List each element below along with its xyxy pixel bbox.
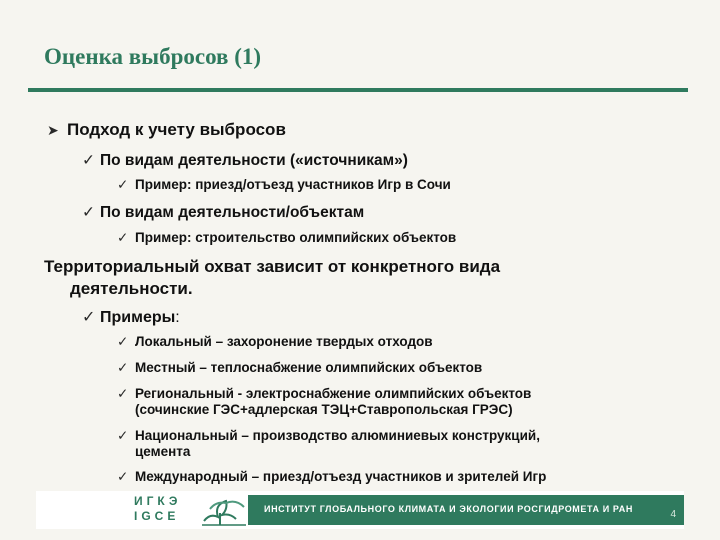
checkmark-icon: ✓: [117, 334, 129, 349]
logo-text-ru: ИГКЭ: [134, 494, 182, 508]
checkmark-icon: ✓: [82, 309, 96, 326]
checkmark-icon: ✓: [117, 386, 129, 401]
bullet-by-object-example: [117, 230, 456, 246]
title-divider: [28, 88, 688, 92]
institute-name: ИНСТИТУТ ГЛОБАЛЬНОГО КЛИМАТА И ЭКОЛОГИИ РОСГИДРОМЕТА И РАН: [264, 504, 633, 514]
territorial-paragraph: [44, 256, 500, 300]
example-international: [117, 469, 546, 485]
paragraph-line: Территориальный охват зависит от конкретного вида: [44, 257, 501, 276]
checkmark-icon: ✓: [117, 469, 129, 484]
example-text: Международный – приезд/отъезд участников и зрителей Игр: [135, 469, 547, 484]
example-national: [117, 428, 540, 460]
checkmark-icon: ✓: [82, 204, 95, 221]
example-text: Местный – теплоснабжение олимпийских объектов: [135, 360, 483, 375]
bullet-by-object: [82, 203, 364, 222]
paragraph-line: деятельности.: [70, 279, 193, 298]
example-municipal: [117, 360, 482, 376]
bullet-text: Пример: строительство олимпийских объектов: [135, 230, 457, 245]
logo-text: [134, 494, 181, 524]
bullet-by-source: [82, 151, 408, 170]
example-text: Региональный - электроснабжение олимпийских объектов: [135, 386, 532, 401]
bullet-text: Пример: приезд/отъезд участников Игр в Сочи: [135, 177, 451, 192]
page-number: 4: [670, 509, 676, 520]
checkmark-icon: ✓: [117, 177, 129, 192]
footer-institute-bar: [248, 495, 684, 525]
example-regional: [117, 386, 531, 418]
igce-logo: [36, 491, 248, 529]
logo-text-en: IGCE: [134, 509, 180, 523]
example-text: Локальный – захоронение твердых отходов: [135, 334, 433, 349]
bullet-text: По видам деятельности/объектам: [100, 204, 365, 221]
bullet-text: Подход к учету выбросов: [67, 120, 286, 139]
checkmark-icon: ✓: [117, 360, 129, 375]
bullet-approach: [47, 120, 286, 140]
bullet-text: По видам деятельности («источникам»): [100, 152, 408, 169]
checkmark-icon: ✓: [82, 152, 95, 169]
checkmark-icon: ✓: [117, 230, 129, 245]
examples-heading: [82, 307, 180, 327]
example-text-continued: цемента: [135, 444, 191, 459]
slide-title: Оценка выбросов (1): [44, 44, 262, 69]
example-text: Национальный – производство алюминиевых конструкций,: [135, 428, 540, 443]
example-local: [117, 334, 433, 350]
bullet-by-source-example: [117, 177, 451, 193]
tree-logo-icon: [196, 491, 256, 529]
arrow-bullet-icon: ➤: [47, 122, 59, 138]
checkmark-icon: ✓: [117, 428, 129, 443]
example-text-continued: (сочинские ГЭС+адлерская ТЭЦ+Ставропольская ГРЭС): [135, 402, 513, 417]
examples-label: Примеры: [100, 309, 176, 326]
examples-colon: :: [175, 309, 180, 326]
